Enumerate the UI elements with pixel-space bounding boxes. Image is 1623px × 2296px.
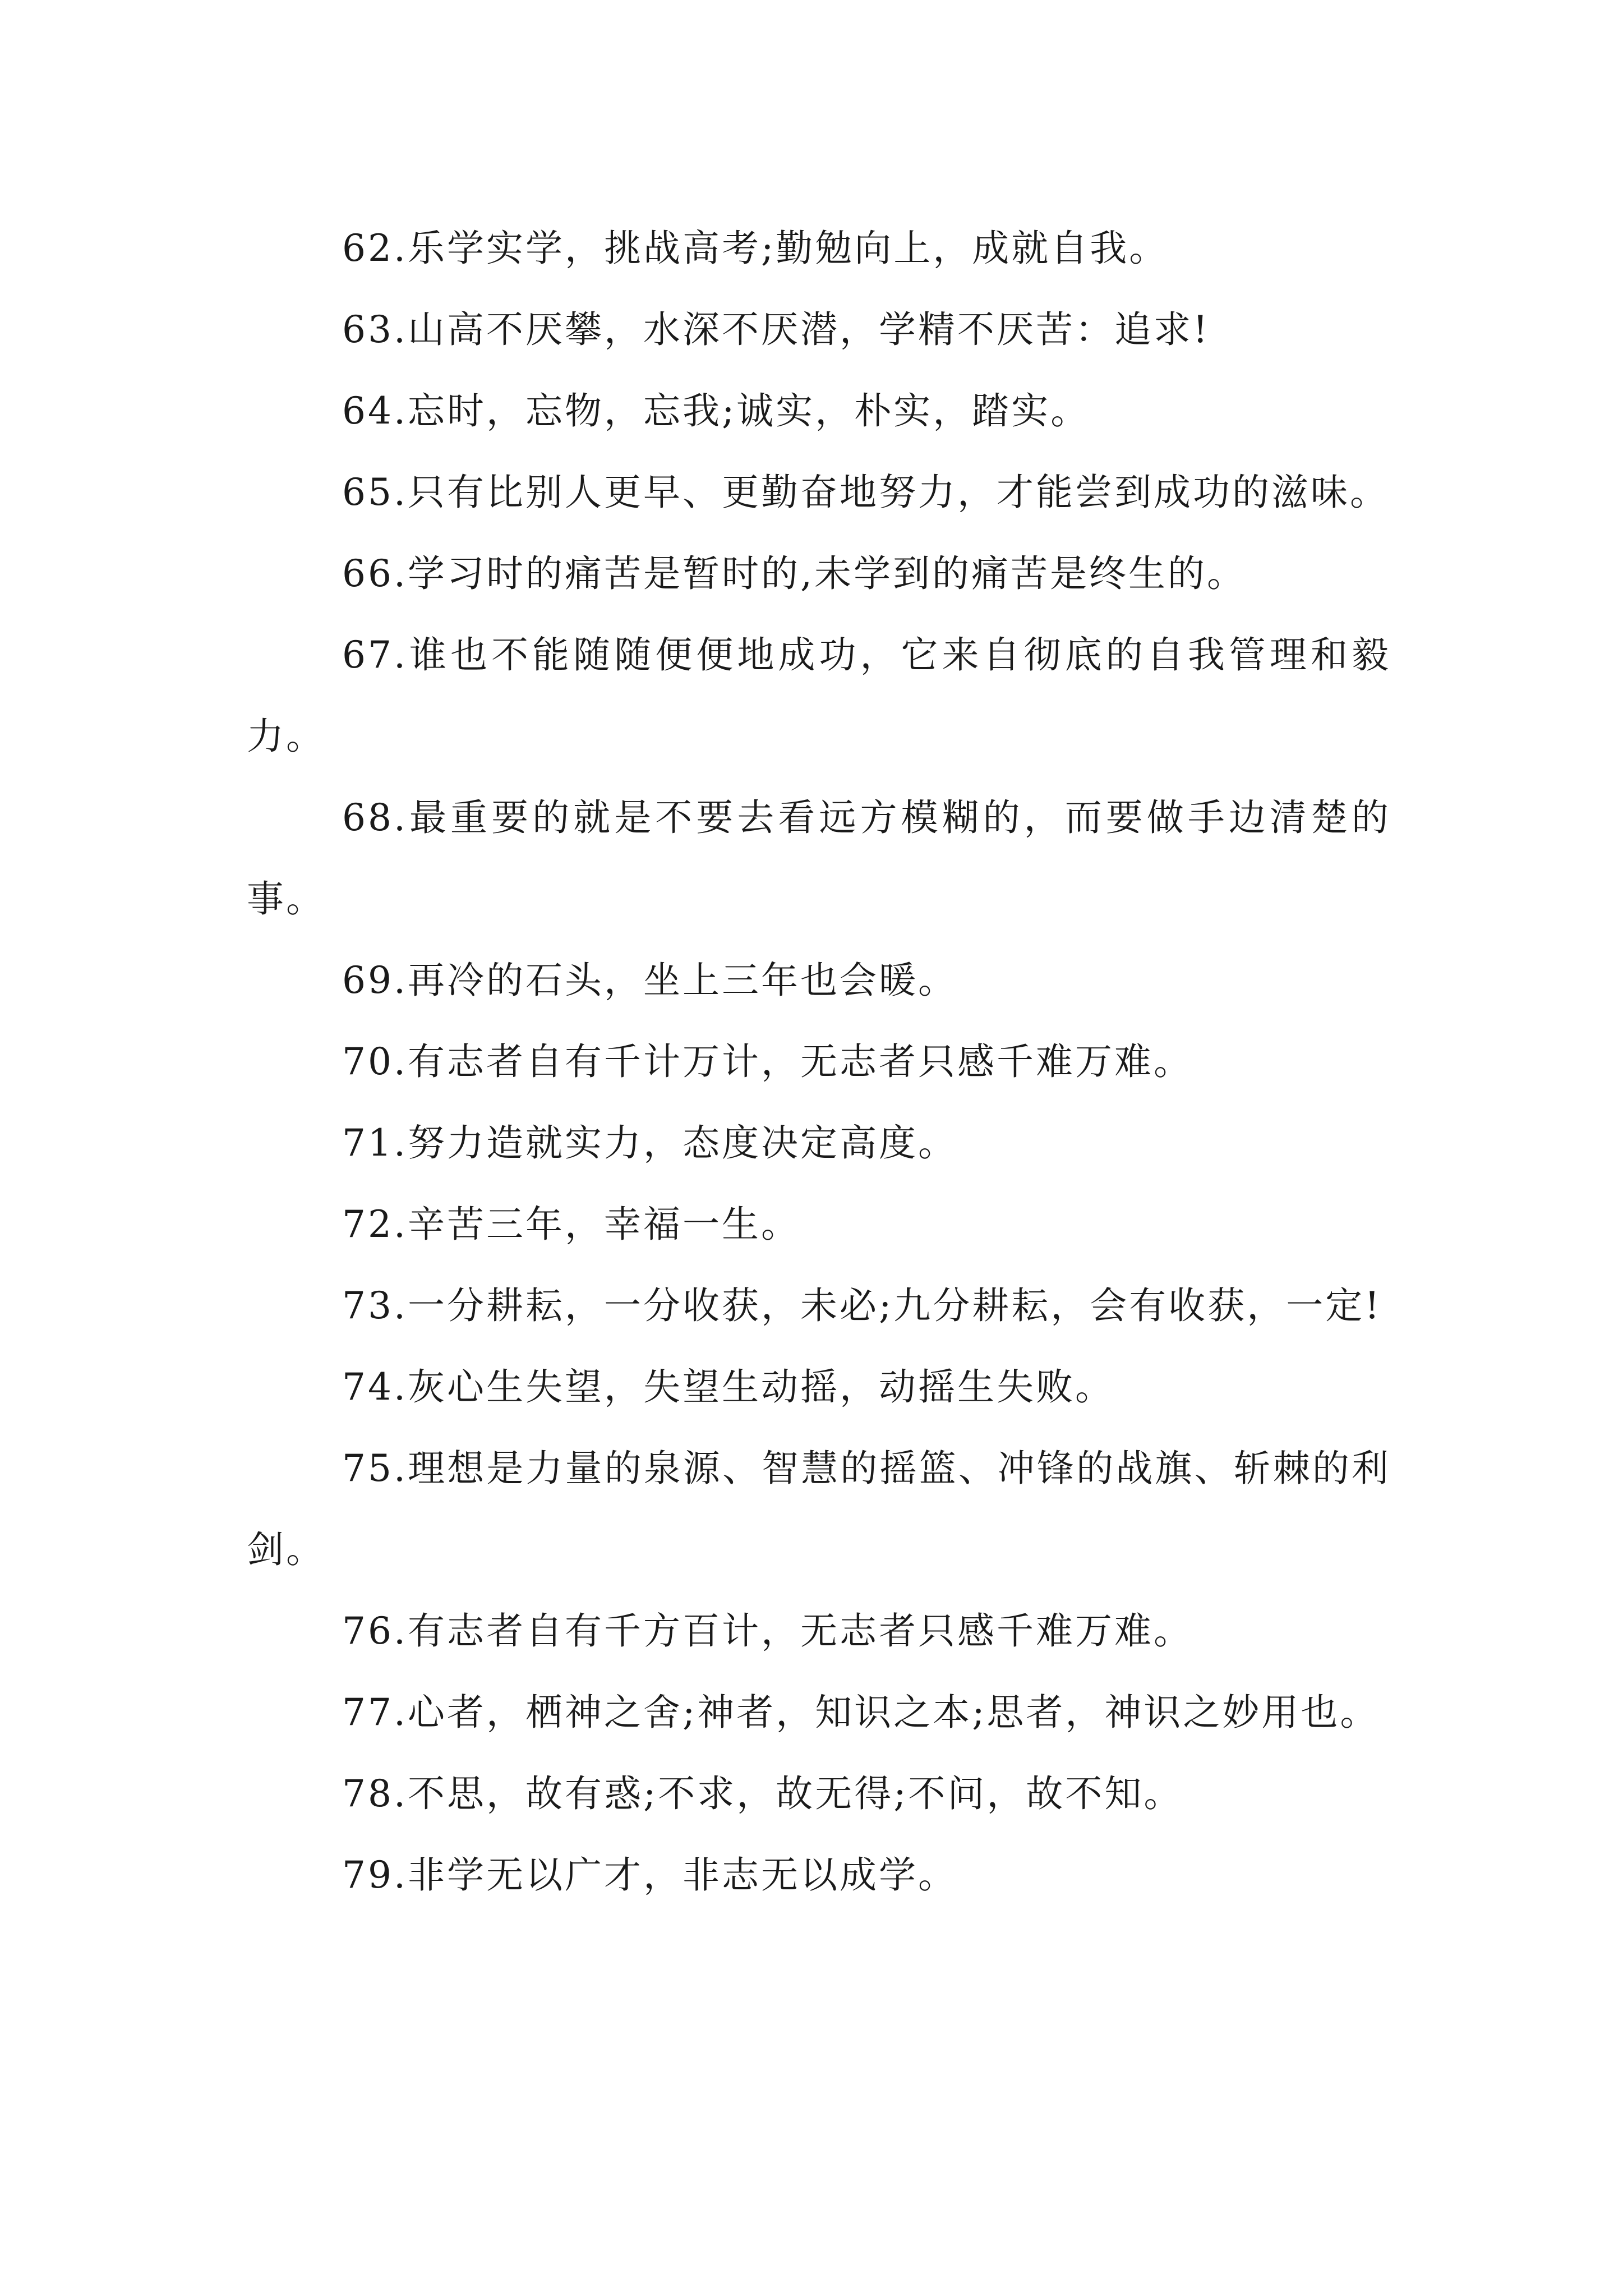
paragraph-67: 67.谁也不能随随便便地成功，它来自彻底的自我管理和毅力。	[247, 633, 1391, 758]
paragraph-72: 72.辛苦三年，幸福一生。	[342, 1203, 800, 1246]
paragraph-63: 63.山高不厌攀，水深不厌潜，学精不厌苦：追求!	[342, 308, 1210, 351]
paragraph-70: 70.有志者自有千计万计，无志者只感千难万难。	[342, 1040, 1193, 1083]
paragraph-66: 66.学习时的痛苦是暂时的,未学到的痛苦是终生的。	[342, 552, 1246, 595]
document-body	[247, 208, 1391, 1916]
paragraph-78: 78.不思，故有惑;不求，故无得;不问，故不知。	[342, 1772, 1183, 1815]
paragraph-69: 69.再冷的石头，坐上三年也会暖。	[342, 959, 957, 1002]
paragraph-77: 77.心者，栖神之舍;神者，知识之本;思者，神识之妙用也。	[342, 1691, 1380, 1734]
paragraph-71: 71.努力造就实力，态度决定高度。	[342, 1121, 957, 1165]
paragraph-64: 64.忘时，忘物，忘我;诚实，朴实，踏实。	[342, 389, 1090, 432]
paragraph-74: 74.灰心生失望，失望生动摇，动摇生失败。	[342, 1365, 1114, 1409]
paragraph-73: 73.一分耕耘，一分收获，未必;九分耕耘，会有收获，一定!	[342, 1284, 1382, 1327]
paragraph-75: 75.理想是力量的泉源、智慧的摇篮、冲锋的战旗、斩棘的利剑。	[247, 1447, 1391, 1571]
paragraph-62: 62.乐学实学，挑战高考;勤勉向上，成就自我。	[342, 227, 1169, 270]
paragraph-76: 76.有志者自有千方百计，无志者只感千难万难。	[342, 1609, 1193, 1653]
paragraph-79: 79.非学无以广才，非志无以成学。	[342, 1853, 957, 1897]
paragraph-68: 68.最重要的就是不要去看远方模糊的，而要做手边清楚的事。	[247, 796, 1391, 921]
paragraph-65: 65.只有比别人更早、更勤奋地努力，才能尝到成功的滋味。	[342, 471, 1389, 514]
